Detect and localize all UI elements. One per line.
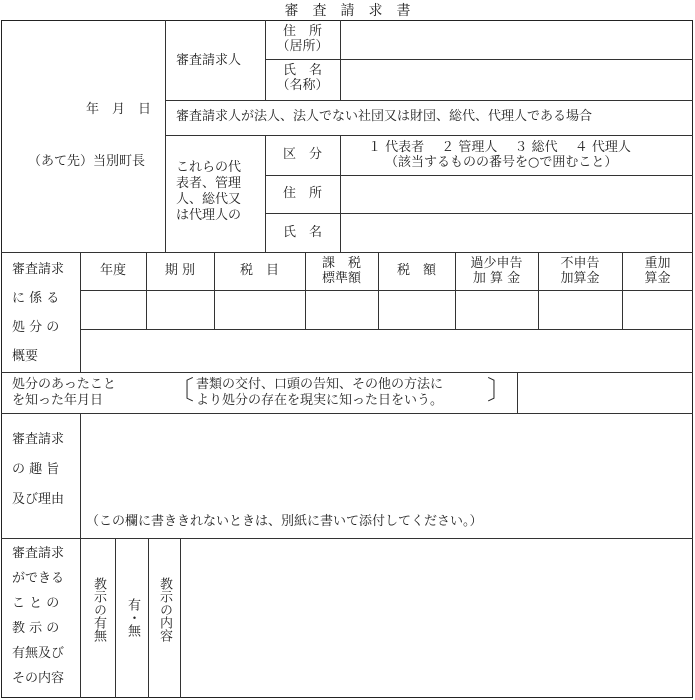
requester-address-label: 住 所 bbox=[282, 24, 322, 39]
divider bbox=[80, 538, 81, 698]
instruction-label-line-3: こ と の bbox=[12, 596, 60, 611]
instruction-presence-value: 有・無 bbox=[125, 598, 140, 637]
col-under-1: 過少申告 bbox=[470, 256, 523, 271]
requester-name-label: 氏 名 bbox=[282, 63, 322, 78]
divider bbox=[115, 538, 116, 698]
instruction-label-line-2: ができる bbox=[12, 571, 65, 586]
requester-name-sub: （名称） bbox=[276, 78, 329, 93]
reason-label-line-2: の 趣 旨 bbox=[12, 462, 60, 477]
divider bbox=[165, 135, 693, 136]
instruction-label-line-5: 有無及び bbox=[12, 646, 65, 661]
divider bbox=[165, 100, 693, 101]
col-nofile-2: 加算金 bbox=[560, 271, 600, 286]
disposition-label-line-3: 処 分 の bbox=[12, 320, 60, 335]
reason-note: （この欄に書ききれないときは、別紙に書いて添付してください。） bbox=[86, 514, 483, 529]
instruction-presence-label: 教示の有無 bbox=[91, 577, 106, 642]
addressee: （あて先）当別町長 bbox=[28, 154, 146, 169]
knowledge-note-1: 書類の交付、口頭の告知、その他の方法に bbox=[196, 377, 444, 392]
divider bbox=[80, 329, 693, 330]
col-base-2: 標準額 bbox=[321, 271, 361, 286]
bracket-right: 〕 bbox=[487, 376, 514, 406]
divider bbox=[80, 290, 693, 291]
knowledge-label-1: 処分のあったこと bbox=[12, 377, 116, 392]
rep-label-line-4: は代理人の bbox=[176, 208, 242, 223]
divider bbox=[180, 538, 181, 698]
divider bbox=[1, 252, 693, 253]
instruction-content-label: 教示の内容 bbox=[157, 577, 172, 642]
reason-label-line-3: 及び理由 bbox=[12, 492, 65, 507]
disposition-label-line-2: に 係 る bbox=[12, 291, 60, 306]
document-title: 審 査 請 求 書 bbox=[284, 3, 411, 19]
col-year: 年度 bbox=[99, 263, 126, 278]
date-label: 年 月 日 bbox=[86, 102, 152, 117]
divider bbox=[340, 20, 341, 100]
divider bbox=[517, 372, 518, 413]
col-nofile-1: 不申告 bbox=[560, 256, 600, 271]
rep-label-line-2: 表者、管理 bbox=[176, 176, 242, 191]
requester-label: 審査請求人 bbox=[176, 53, 242, 68]
disposition-label-line-4: 概要 bbox=[12, 349, 39, 364]
divider bbox=[265, 175, 693, 176]
instruction-label-line-1: 審査請求 bbox=[12, 546, 65, 561]
rep-address-label: 住 所 bbox=[282, 186, 322, 201]
divider bbox=[1, 413, 693, 414]
col-heavy-1: 重加 bbox=[644, 256, 671, 271]
divider bbox=[80, 413, 81, 538]
col-base-1: 課 税 bbox=[321, 256, 361, 271]
knowledge-label-2: を知った年月日 bbox=[12, 393, 104, 408]
corporate-note: 審査請求人が法人、法人でない社団又は財団、総代、代理人である場合 bbox=[176, 109, 593, 124]
requester-address-sub: （居所） bbox=[276, 39, 329, 54]
divider bbox=[165, 20, 166, 252]
knowledge-note-2: より処分の存在を現実に知った日をいう。 bbox=[196, 393, 444, 408]
instruction-label-line-6: その内容 bbox=[12, 671, 65, 686]
bracket-left: 〔 bbox=[168, 376, 195, 406]
instruction-label-line-4: 教 示 の bbox=[12, 621, 60, 636]
divider bbox=[265, 59, 693, 60]
disposition-label-line-1: 審査請求 bbox=[12, 262, 65, 277]
reason-label-line-1: 審査請求 bbox=[12, 432, 65, 447]
col-under-2: 加 算 金 bbox=[472, 271, 521, 286]
rep-category-options: １ 代表者 ２ 管理人 ３ 総代 ４ 代理人 bbox=[368, 140, 631, 155]
divider bbox=[1, 372, 693, 373]
divider bbox=[265, 213, 693, 214]
col-heavy-2: 算金 bbox=[644, 271, 671, 286]
rep-category-label: 区 分 bbox=[282, 147, 322, 162]
divider bbox=[148, 538, 149, 698]
divider bbox=[340, 135, 341, 252]
rep-label-line-3: 人、総代又 bbox=[176, 192, 242, 207]
rep-name-label: 氏 名 bbox=[282, 225, 322, 240]
rep-label-line-1: これらの代 bbox=[176, 160, 242, 175]
col-period: 期 別 bbox=[164, 263, 196, 278]
divider bbox=[1, 538, 693, 539]
rep-category-note: （該当するものの番号を○で囲むこと） bbox=[385, 155, 618, 170]
col-tax: 税 目 bbox=[239, 263, 279, 278]
col-amount: 税 額 bbox=[396, 263, 436, 278]
